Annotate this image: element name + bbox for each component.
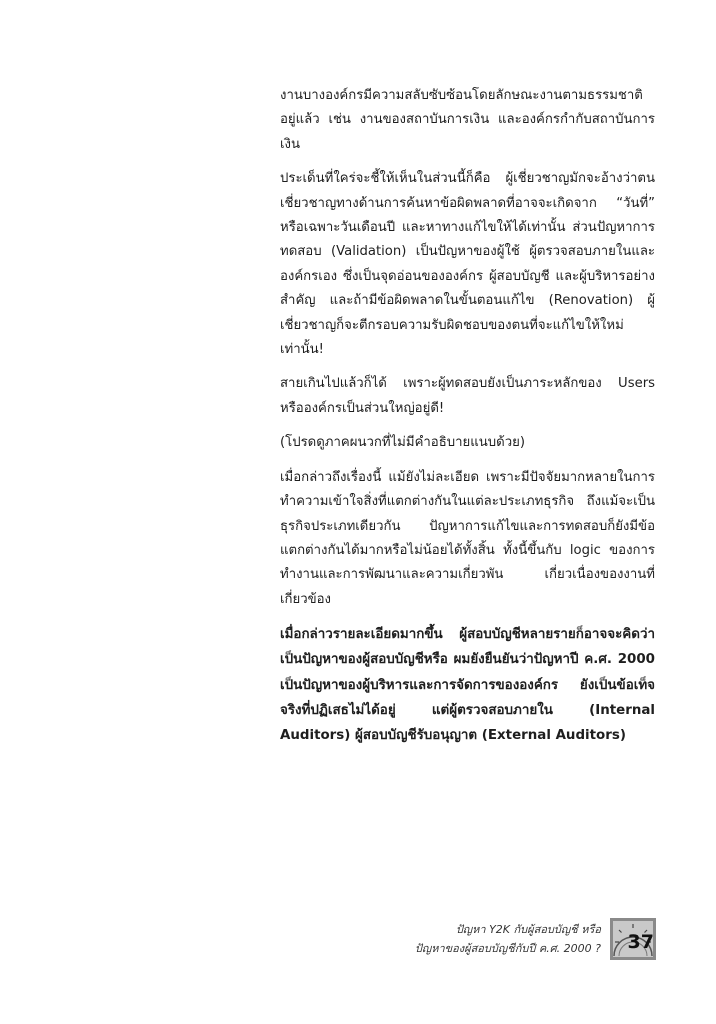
page-number: 37: [627, 931, 654, 953]
paragraph-1: งานบางองค์กรมีความสลับซับซ้อนโดยลักษณะงานตามธรรมชาติอยู่แล้ว เช่น งานของสถาบันการเงิน และองค์กรกำกับสถาบันการเงิน: [280, 88, 655, 152]
paragraph-5: เมื่อกล่าวถึงเรื่องนี้ แม้ยังไม่ละเอียด เพราะมีปัจจัยมากหลายในการทำความเข้าใจสิ่งที่แตกต่างกันในแต่ละประเภทธุรกิจ ถึงแม้จะเป็นธุรกิจประเภทเดียวกัน ปัญหาการแก้ไขและการทดสอบก็ยังมีข้อแตกต่างกันได้มากหรือไม่น้อยได้ทั้งสิ้น ทั้งนี้ขึ้นกับ logic ของการทำงานและการพัฒนาและความเกี่ยวพัน เกี่ยวเนื่องของงานที่เกี่ยวข้อง: [280, 469, 655, 607]
paragraph-6-bold: เมื่อกล่าวรายละเอียดมากขึ้น ผู้สอบบัญชีหลายรายก็อาจจะคิดว่าเป็นปัญหาของผู้สอบบัญชีหรือ ผมยังยืนยันว่าปัญหาปี ค.ศ. 2000 เป็นปัญหาของผู้บริหารและการจัดการขององค์กร ยังเป็นข้อเท็จจริงที่ปฏิเสธไม่ได้อยู่ แต่ผู้ตรวจสอบภายใน (Internal Auditors) ผู้สอบบัญชีรับอนุญาต (External Auditors): [280, 627, 655, 743]
paragraph-4: (โปรดดูภาคผนวกที่ไม่มีคำอธิบายแนบด้วย): [280, 435, 525, 451]
paragraph-3: สายเกินไปแล้วก็ได้ เพราะผู้ทดสอบยังเป็นภาระหลักของ Users หรือองค์กรเป็นส่วนใหญ่อยู่ดี!: [280, 376, 655, 416]
footer-line-2: ปัญหาของผู้สอบบัญชีกับปี ค.ศ. 2000 ?: [414, 942, 601, 955]
page-footer: [356, 916, 656, 964]
running-footer: [415, 920, 601, 958]
paragraph-2: ประเด็นที่ใคร่จะชี้ให้เห็นในส่วนนี้ก็คือ ผู้เชี่ยวชาญมักจะอ้างว่าตนเชี่ยวชาญทางด้านการค้นหาข้อผิดพลาดที่อาจจะเกิดจาก “วันที่” หรือเฉพาะวันเดือนปี และหาทางแก้ไขให้ได้เท่านั้น ส่วนปัญหาการทดสอบ (Validation) เป็นปัญหาของผู้ใช้ ผู้ตรวจสอบภายในและองค์กรเอง ซึ่งเป็นจุดอ่อนขององค์กร ผู้สอบบัญชี และผู้บริหารอย่างสำคัญ และถ้ามีข้อผิดพลาดในขั้นตอนแก้ไข (Renovation) ผู้เชี่ยวชาญก็จะตีกรอบความรับผิดชอบของตนที่จะแก้ไขให้ใหม่เท่านั้น!: [280, 171, 655, 358]
page-badge: [610, 918, 656, 960]
footer-line-1: ปัญหา Y2K กับผู้สอบบัญชี หรือ: [455, 923, 601, 936]
body-text: [280, 84, 655, 758]
